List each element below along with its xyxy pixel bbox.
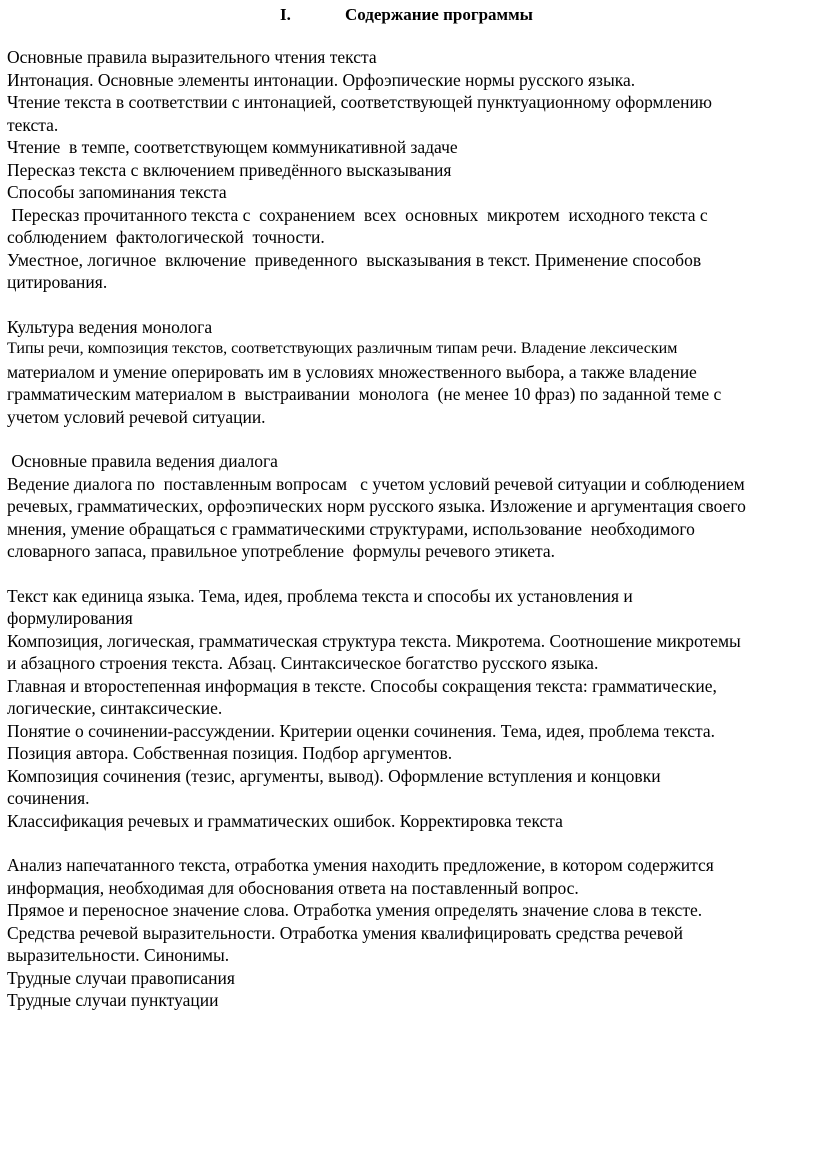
text-line: Пересказ текста с включением приведённого высказывания — [7, 159, 452, 180]
text-line: Композиция сочинения (тезис, аргументы, вывод). Оформление вступления и концовки — [7, 765, 661, 786]
text-line: Трудные случаи правописания — [7, 967, 235, 988]
text-line: цитирования. — [7, 272, 108, 292]
text-line: Основные правила ведения диалога — [7, 451, 278, 471]
text-line: сочинения. — [7, 788, 90, 808]
text-line: Ведение диалога по поставленным вопросам с учетом условий речевой ситуации и соблюдением — [7, 473, 745, 494]
text-line: формулирования — [7, 608, 133, 628]
text-line: Анализ напечатанного текста, отработка умения находить предложение, в котором содержится — [7, 855, 714, 875]
text-line: и абзацного строения текста. Абзац. Синтаксическое богатство русского языка. — [7, 653, 599, 673]
text-line: словарного запаса, правильное употребление формулы речевого этикета. — [7, 541, 556, 561]
text-line: выразительности. Синонимы. — [7, 945, 230, 965]
text-line: Композиция, логическая, грамматическая структура текста. Микротема. Соотношение микротемы — [7, 630, 741, 651]
text-line: Трудные случаи пунктуации — [7, 990, 219, 1010]
text-line: Позиция автора. Собственная позиция. Подбор аргументов. — [7, 743, 453, 763]
text-line: Культура ведения монолога — [7, 316, 213, 337]
text-line: Интонация. Основные элементы интонации. Орфоэпические нормы русского языка. — [7, 69, 636, 90]
text-line: Уместное, логичное включение приведенного высказывания в текст. Применение способов — [7, 249, 702, 270]
text-line: Прямое и переносное значение слова. Отработка умения определять значение слова в тексте. — [7, 900, 703, 920]
text-line: мнения, умение обращаться с грамматическими структурами, использование необходимого — [7, 518, 695, 539]
text-line: учетом условий речевой ситуации. — [7, 406, 266, 427]
text-line: Типы речи, композиция текстов, соответствующих различным типам речи. Владение лексическим — [7, 340, 678, 357]
paragraph-block — [7, 316, 812, 429]
text-line: Чтение текста в соответствии с интонацией, соответствующей пунктуационному оформлению — [7, 92, 712, 112]
text-line: Средства речевой выразительности. Отработка умения квалифицировать средства речевой — [7, 922, 684, 943]
text-line: Чтение в темпе, соответствующем коммуникативной задаче — [7, 137, 458, 157]
text-line: Главная и второстепенная информация в тексте. Способы сокращения текста: грамматические, — [7, 675, 717, 696]
document-body — [7, 46, 812, 1012]
text-line: Понятие о сочинении-рассуждении. Критерии оценки сочинения. Тема, идея, проблема текста. — [7, 720, 716, 741]
text-line: материалом и умение оперировать им в условиях множественного выбора, а также владение — [7, 361, 697, 382]
paragraph-block — [7, 854, 812, 1012]
text-line: соблюдением фактологической точности. — [7, 227, 325, 247]
text-line: Текст как единица языка. Тема, идея, проблема текста и способы их установления и — [7, 585, 633, 606]
paragraph-block — [7, 450, 812, 563]
heading-title: Содержание программы — [345, 5, 533, 24]
text-line: информация, необходимая для обоснования ответа на поставленный вопрос. — [7, 877, 579, 898]
text-line: Классификация речевых и грамматических ошибок. Корректировка текста — [7, 810, 563, 831]
text-line: Основные правила выразительного чтения текста — [7, 47, 377, 67]
text-line: Пересказ прочитанного текста с сохранением всех основных микротем исходного текста с — [7, 204, 708, 225]
heading-number: I. — [280, 5, 291, 24]
text-line: логические, синтаксические. — [7, 698, 223, 718]
text-line: грамматическим материалом в выстраивании монолога (не менее 10 фраз) по заданной теме с — [7, 384, 722, 404]
text-line: текста. — [7, 114, 59, 135]
paragraph-block — [7, 46, 812, 294]
text-line: Способы запоминания текста — [7, 182, 227, 202]
text-line: речевых, грамматических, орфоэпических норм русского языка. Изложение и аргументация своего — [7, 496, 746, 516]
paragraph-block — [7, 585, 812, 833]
